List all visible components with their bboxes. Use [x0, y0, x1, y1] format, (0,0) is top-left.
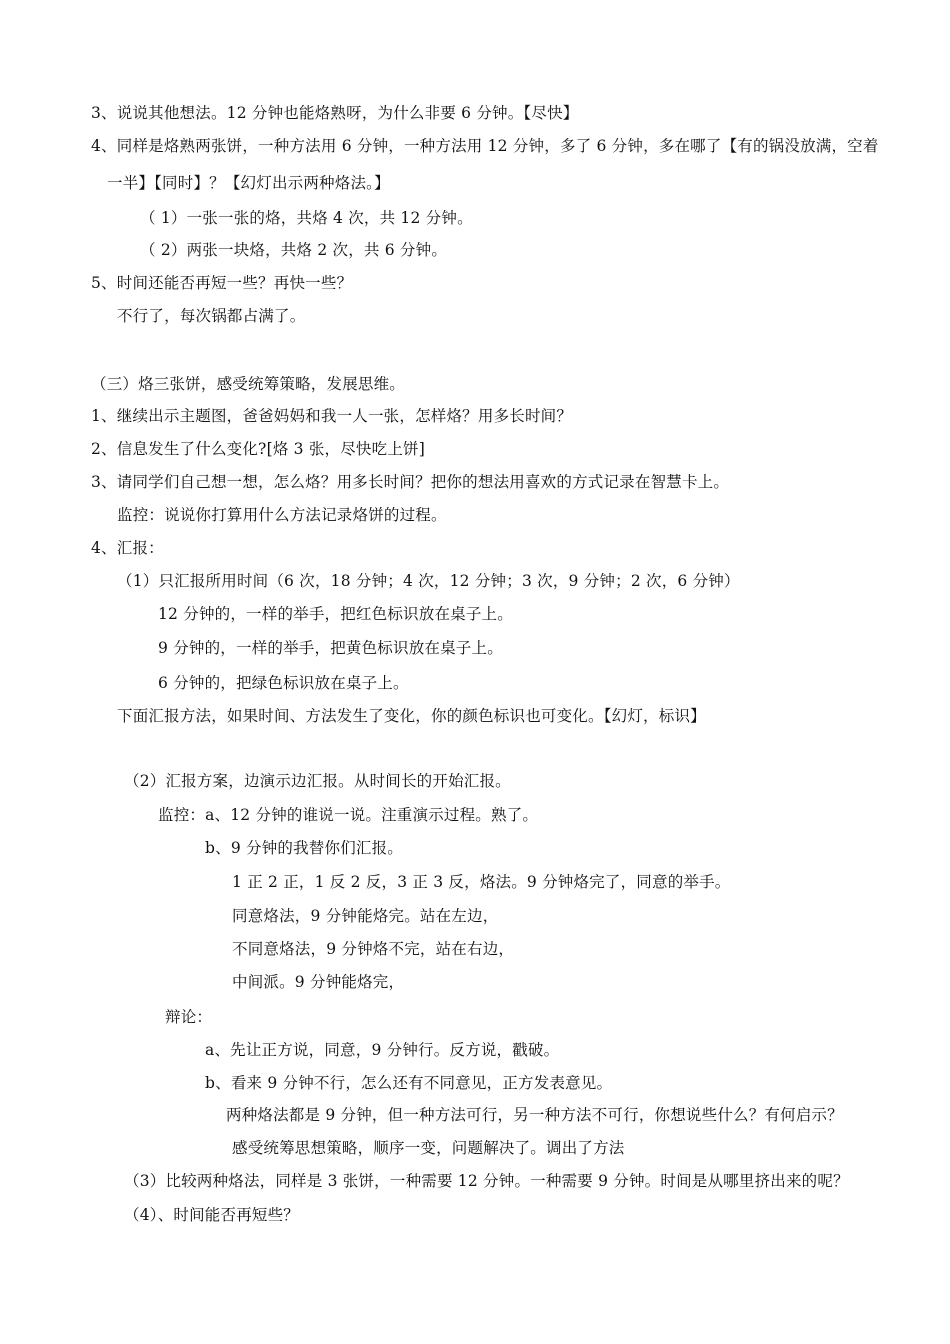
report-step-2: （2）汇报方案，边演示边汇报。从时间长的开始汇报。 [124, 772, 511, 790]
report-line-6min: 6 分钟的，把绿色标识放在桌子上。 [158, 674, 409, 692]
debate-b: b、看来 9 分钟不行，怎么还有不同意见，正方发表意见。 [205, 1074, 613, 1092]
paragraph-item-3: 3、说说其他想法。12 分钟也能烙熟呀，为什么非要 6 分钟。【尽快】 [91, 104, 579, 122]
section-heading-three: （三）烙三张饼，感受统筹策略，发展思维。 [91, 375, 406, 393]
report-line-12min: 12 分钟的，一样的举手，把红色标识放在桌子上。 [158, 605, 513, 623]
paragraph-item-5-answer: 不行了，每次锅都占满了。 [117, 307, 306, 325]
disagree-line: 不同意烙法，9 分钟烙不完，站在右边， [232, 940, 515, 958]
section-item-1: 1、继续出示主题图，爸爸妈妈和我一人一张，怎样烙？用多长时间？ [91, 407, 573, 425]
report-step-3: （3）比较两种烙法，同样是 3 张饼，一种需要 12 分钟。一种需要 9 分钟。时间是从哪里挤出来的呢？ [124, 1172, 849, 1190]
middle-line: 中间派。9 分钟能烙完， [232, 973, 405, 991]
report-step-1: （1）只汇报所用时间（6 次，18 分钟；4 次，12 分钟；3 次，9 分钟；2 次，6 分钟） [117, 572, 740, 590]
report-line-9min: 9 分钟的，一样的举手，把黄色标识放在桌子上。 [158, 639, 503, 657]
insight-summary: 感受统筹思想策略，顺序一变，问题解决了。调出了方法 [232, 1139, 625, 1157]
report-method-note: 下面汇报方法，如果时间、方法发生了变化，你的颜色标识也可变化。【幻灯，标识】 [117, 707, 706, 725]
monitor-note: 监控：说说你打算用什么方法记录烙饼的过程。 [117, 506, 447, 524]
debate-a: a、先让正方说，同意，9 分钟行。反方说，戳破。 [205, 1041, 560, 1059]
paragraph-item-5: 5、时间还能否再短一些？再快一些？ [91, 274, 353, 292]
paragraph-item-4-continued: 一半】【同时】？【幻灯出示两种烙法。】 [107, 174, 390, 192]
section-item-4: 4、汇报： [91, 539, 164, 557]
paragraph-item-4: 4、同样是烙熟两张饼，一种方法用 6 分钟，一种方法用 12 分钟，多了 6 分钟，多在哪了【有的锅没放满，空着 [91, 137, 879, 155]
debate-heading: 辩论： [165, 1008, 213, 1026]
method-detail-line: 1 正 2 正，1 反 2 反，3 正 3 反，烙法。9 分钟烙完了，同意的举手。 [232, 873, 731, 891]
report-step-4: （4）、时间能否再短些？ [124, 1206, 300, 1224]
section-item-3: 3、请同学们自己想一想，怎么烙？用多长时间？把你的想法用喜欢的方式记录在智慧卡上。 [91, 473, 730, 491]
agree-line: 同意烙法，9 分钟能烙完。站在左边， [232, 907, 499, 925]
monitor-b: b、9 分钟的我替你们汇报。 [205, 839, 404, 857]
method-one-line: （ 1）一张一张的烙，共烙 4 次，共 12 分钟。 [140, 209, 473, 227]
section-item-2: 2、信息发生了什么变化?[烙 3 张，尽快吃上饼] [91, 440, 425, 458]
monitor-a: 监控：a、12 分钟的谁说一说。注重演示过程。熟了。 [158, 806, 539, 824]
insight-question: 两种烙法都是 9 分钟，但一种方法可行，另一种方法不可行，你想说些什么？有何启示？ [226, 1106, 843, 1124]
method-two-line: （ 2）两张一块烙，共烙 2 次，共 6 分钟。 [140, 241, 448, 259]
